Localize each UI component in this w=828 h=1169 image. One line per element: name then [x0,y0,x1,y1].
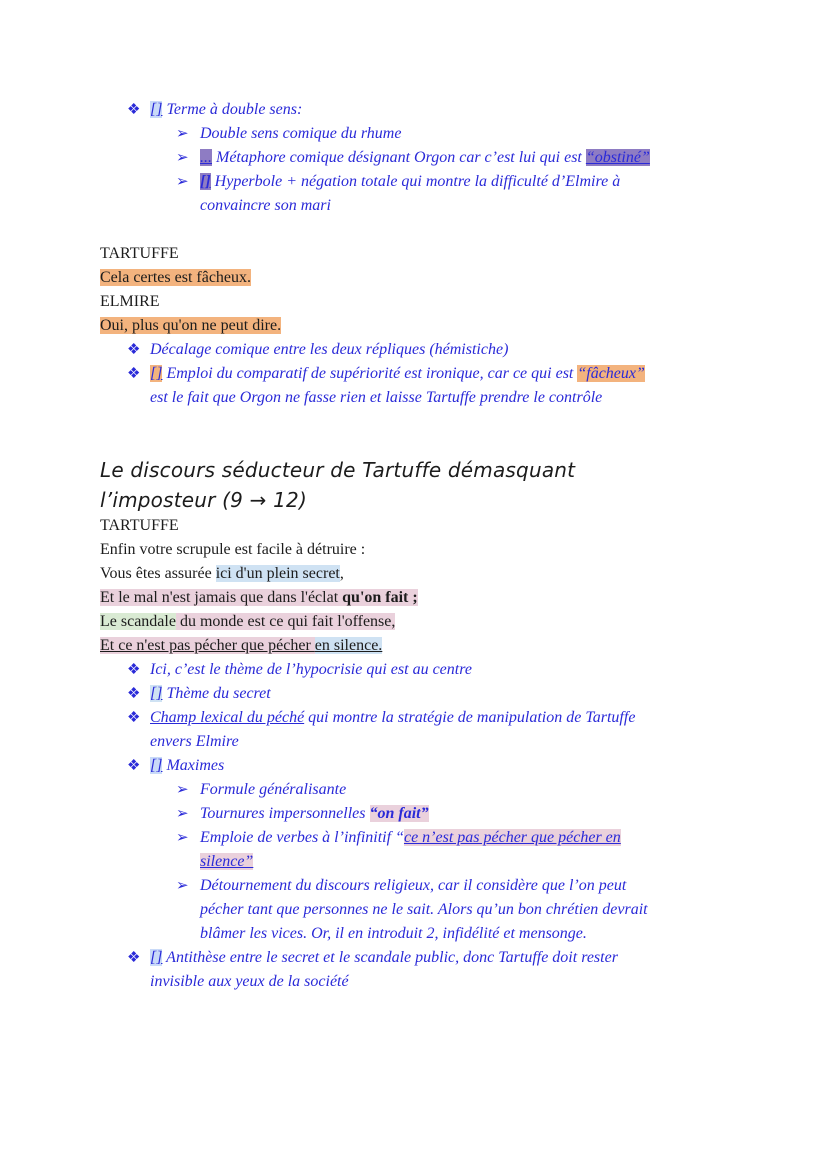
speaker-tartuffe: TARTUFFE [100,517,179,534]
sub-item-detournement-cont2: blâmer les vices. Or, il en introduit 2, infidélité et mensonge. [200,925,587,942]
note-text: Terme à double sens: [166,101,303,118]
sub-item-formule: Formule généralisante [200,781,347,798]
verse-on-fait: qu'on fait ; [342,589,418,606]
sub-item-metaphore [200,146,650,170]
sub-marker: [] [200,173,211,190]
sub-text: Hyperbole + négation totale qui montre la difficulté d’Elmire à [214,173,621,190]
verse-line [100,266,251,290]
note-antithese-cont: invisible aux yeux de la société [150,973,349,990]
arrow-bullet-icon: ➢ [176,806,189,822]
diamond-bullet-icon: ❖ [127,758,141,774]
diamond-bullet-icon: ❖ [127,686,141,702]
sub-text: Emploie de verbes à l’infinitif “ [200,829,404,846]
sub-item-hyperbole-cont: convaincre son mari [200,197,331,214]
sub-item-hyperbole [200,170,620,194]
note-text: Emploi du comparatif de supériorité est ironique, car ce qui est [166,365,578,382]
arrow-bullet-icon: ➢ [176,126,189,142]
sub-item-detournement: Détournement du discours religieux, car il considère que l’on peut [200,877,627,894]
arrow-bullet-icon: ➢ [176,782,189,798]
quote-on-fait: “on fait” [369,805,429,822]
note-comparatif [150,362,645,386]
note-champ-lexical-cont: envers Elmire [150,733,239,750]
diamond-bullet-icon: ❖ [127,366,141,382]
verse-line-4 [100,610,395,634]
quote-facheux: “fâcheux” [577,365,645,382]
verse-text: du monde est ce qui fait l'offense, [175,613,396,630]
note-link: Champ lexical du péché [150,709,305,726]
sub-text: Métaphore comique désignant Orgon car c’est lui qui est [216,149,586,166]
verse-line [100,314,281,338]
verse-text: Cela certes est fâcheux. [100,269,252,286]
arrow-bullet-icon: ➢ [176,174,189,190]
arrow-bullet-icon: ➢ [176,878,189,894]
diamond-bullet-icon: ❖ [127,342,141,358]
verse-text: Vous êtes assurée [100,565,216,582]
note-antithese [150,946,618,970]
section-heading-line2: l’imposteur (9 → 12) [100,488,307,512]
note-text: Thème du secret [166,685,271,702]
verse-silence: en silence. [314,637,383,654]
verse-line-5 [100,634,382,658]
note-secret [150,682,271,706]
diamond-bullet-icon: ❖ [127,662,141,678]
verse-scandale: Le scandale [100,613,176,630]
sub-item-rhume: Double sens comique du rhume [200,125,402,142]
note-text: Maximes [166,757,225,774]
verse-line-3 [100,586,418,610]
verse-text: Et ce n'est pas pécher que pécher [100,637,315,654]
arrow-bullet-icon: ➢ [176,150,189,166]
note-marker: [] [150,101,163,118]
sub-marker: ... [200,149,212,166]
speaker-tartuffe: TARTUFFE [100,245,179,262]
note-marker: [] [150,757,163,774]
sub-item-tournures [200,802,429,826]
sub-item-infinitif-cont [200,850,253,874]
quote-pecher: ce n’est pas pécher que pécher en [403,829,621,846]
speaker-elmire: ELMIRE [100,293,160,310]
note-decalage: Décalage comique entre les deux répliques (hémistiche) [150,341,509,358]
verse-text: Et le mal n'est jamais que dans l'éclat [100,589,343,606]
sub-item-detournement-cont: pécher tant que personnes ne le sait. Alors qu’un bon chrétien devrait [200,901,648,918]
section-heading-line1: Le discours séducteur de Tartuffe démasquant [100,458,576,482]
verse-secret: ici d'un plein secret [215,565,340,582]
verse-text: Oui, plus qu'on ne peut dire. [100,317,282,334]
note-double-sens [150,98,302,122]
sub-text: Tournures impersonnelles [200,805,370,822]
note-marker: [] [150,365,163,382]
diamond-bullet-icon: ❖ [127,102,141,118]
quote-obstine: “obstiné” [585,149,650,166]
verse-line-1: Enfin votre scrupule est facile à détruire : [100,541,366,558]
arrow-bullet-icon: ➢ [176,830,189,846]
note-marker: [] [150,949,163,966]
diamond-bullet-icon: ❖ [127,710,141,726]
diamond-bullet-icon: ❖ [127,950,141,966]
note-marker: [] [150,685,163,702]
sub-item-infinitif [200,826,621,850]
verse-line-2 [100,562,344,586]
note-text: qui montre la stratégie de manipulation de Tartuffe [304,709,636,726]
note-hypocrisie: Ici, c’est le thème de l’hypocrisie qui est au centre [150,661,472,678]
verse-punct: , [339,565,344,582]
note-maximes [150,754,224,778]
note-comparatif-cont: est le fait que Orgon ne fasse rien et laisse Tartuffe prendre le contrôle [150,389,603,406]
quote-silence: silence” [200,853,254,870]
note-champ-lexical [150,706,635,730]
note-text: Antithèse entre le secret et le scandale public, donc Tartuffe doit rester [166,949,618,966]
